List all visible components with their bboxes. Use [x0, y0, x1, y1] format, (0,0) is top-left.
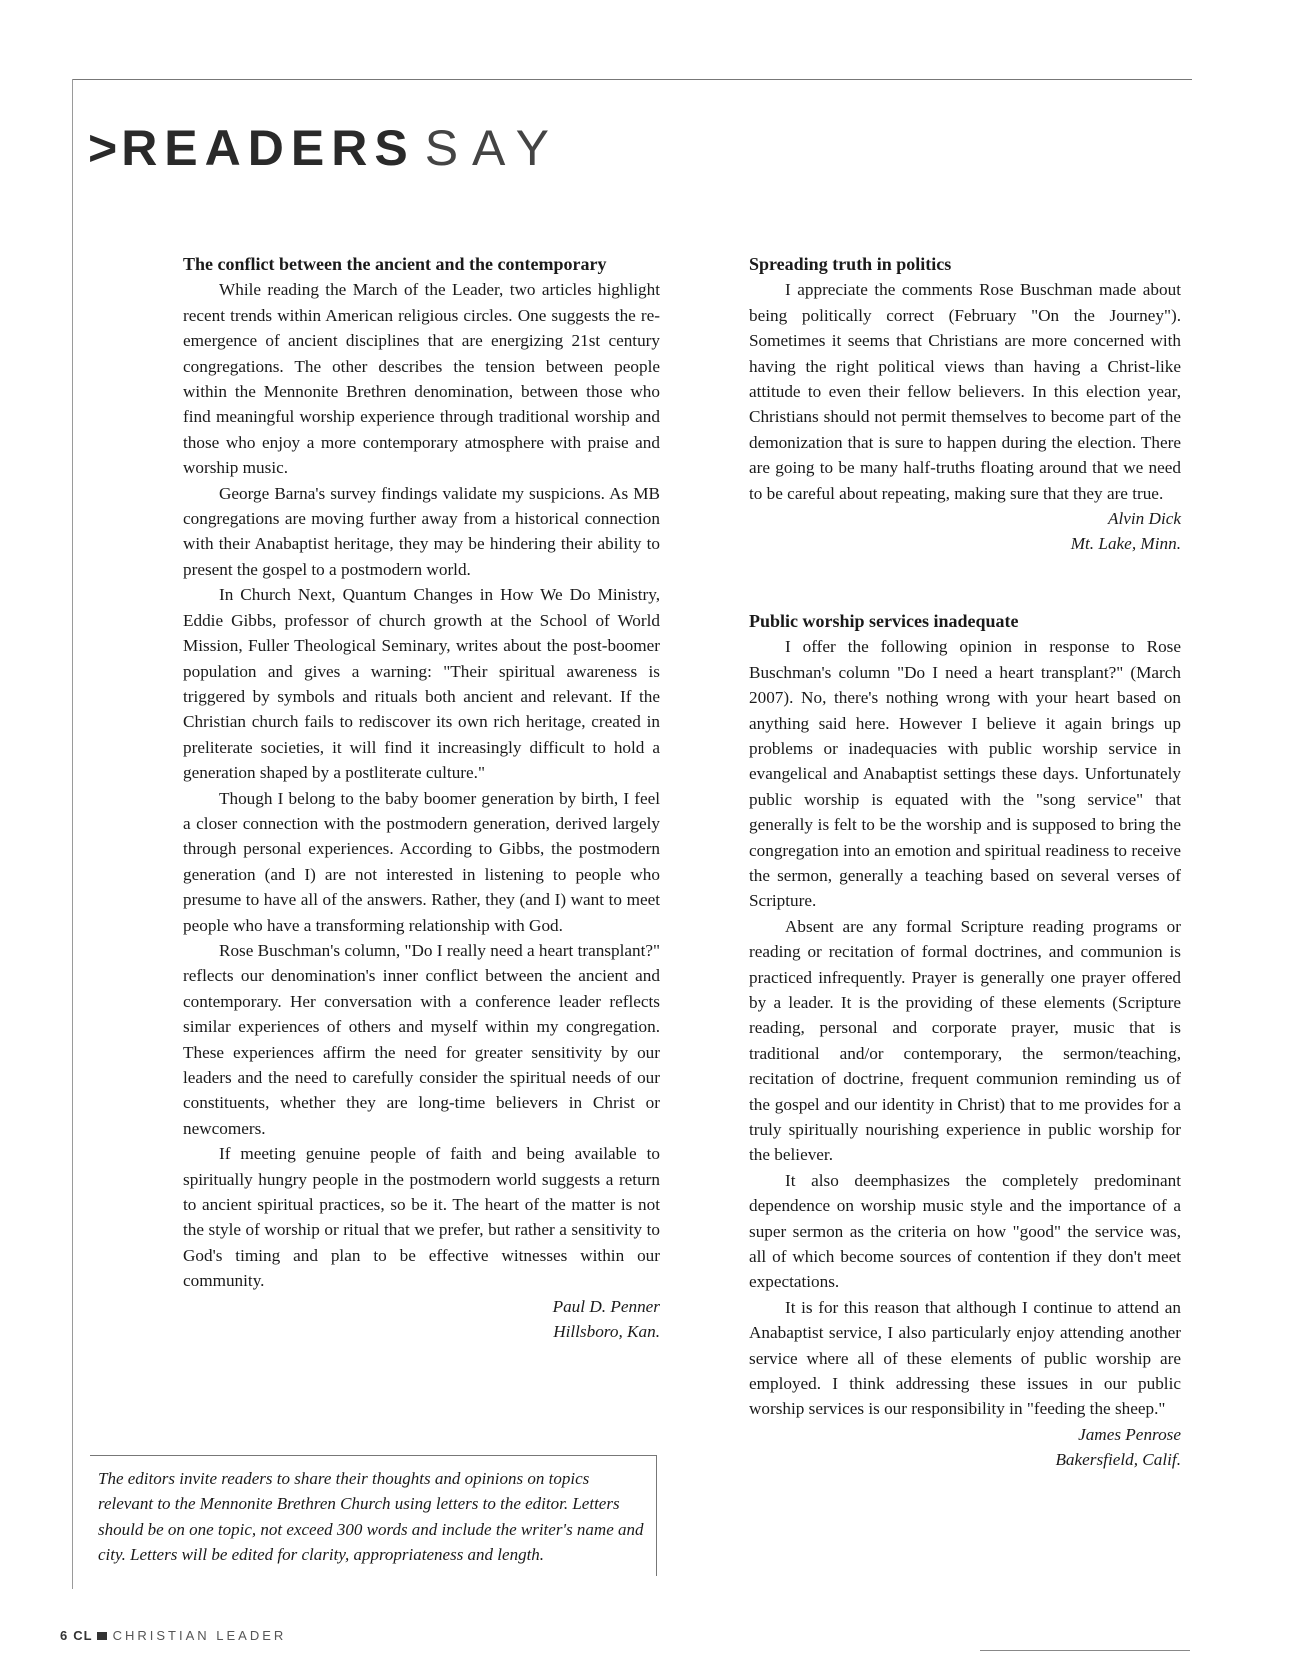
letter-title: Spreading truth in politics: [749, 254, 952, 274]
paragraph: It also deemphasizes the completely predominant dependence on worship music style and the importance of a super sermon as the criteria on how "good" the service was, all of which become sources of contention if they don't meet expectations.: [749, 1170, 1181, 1292]
paragraph: Rose Buschman's column, "Do I really need a heart transplant?" reflects our denomination's inner conflict between the ancient and contemporary. Her conversation with a conference leader reflects similar experiences of others and myself within my congregation. These experiences affirm the need for greater sensitivity by our leaders and the need to carefully consider the spiritual needs of our constituents, whether they are long-time believers in Christ or newcomers.: [183, 940, 660, 1138]
signature: [749, 506, 1181, 557]
heading-bold: READERS: [121, 120, 415, 176]
author-name: James Penrose: [1078, 1424, 1181, 1444]
paragraph: George Barna's survey findings validate my suspicions. As MB congregations are moving further away from a historical connection with their Anabaptist heritage, they may be hindering their ability to present the gospel to a postmodern world.: [183, 483, 660, 579]
article-title: The conflict between the ancient and the contemporary: [183, 254, 607, 274]
paragraph: I appreciate the comments Rose Buschman made about being politically correct (February "On the Journey"). Sometimes it seems that Christians are more concerned with having the right political views than having a Christ-like attitude to even their fellow believers. In this election year, Christians should not permit themselves to become part of the demonization that is sure to happen during the election. There are going to be many half-truths floating around that we need to be careful about repeating, making sure that they are true.: [749, 280, 1181, 503]
paragraph: I offer the following opinion in response to Rose Buschman's column "Do I need a heart transplant?" (March 2007). No, there's nothing wrong with your heart based on anything said here. However I believe it again brings up problems or inadequacies with public worship service in evangelical and Anabaptist settings these days. Unfortunately public worship is equated with the "song service" that generally is felt to be the worship and is supposed to bring the congregation into an emotion and spiritual readiness to receive the sermon, generally a teaching based on several verses of Scripture.: [749, 637, 1181, 911]
signature: [183, 1294, 660, 1345]
paragraph: Though I belong to the baby boomer generation by birth, I feel a closer connection with the postmodern generation, derived largely through personal experiences. According to Gibbs, the postmodern generation (and I) are not interested in listening to people who presume to have all of the answers. Rather, they (and I) want to meet people who have a transforming relationship with God.: [183, 788, 660, 935]
paragraph: Absent are any formal Scripture reading programs or reading or recitation of formal doctrines, and communion is practiced infrequently. Prayer is generally one prayer offered by a leader. It is the providing of these elements (Scripture reading, personal and corporate prayer, music that is traditional and/or contemporary, the sermon/teaching, recitation of doctrine, frequent communion reminding us of the gospel and our identity in Christ) that to me provides for a truly spiritually nourishing experience in public worship for the believer.: [749, 916, 1181, 1165]
signature: [749, 1422, 1181, 1473]
author-name: Alvin Dick: [1107, 509, 1181, 529]
square-icon: [97, 1632, 107, 1640]
section-heading: [88, 118, 563, 178]
author-location: Bakersfield, Calif.: [1055, 1450, 1181, 1470]
paragraph: It is for this reason that although I continue to attend an Anabaptist service, I also particularly enjoy attending another service where all of these elements of public worship are employed. I think addressing these issues in our public worship services is our responsibility in "feeding the sheep.": [749, 1297, 1181, 1419]
publication-name: CHRISTIAN LEADER: [112, 1628, 287, 1643]
spacer: [749, 557, 1181, 609]
top-rule: [72, 79, 1192, 80]
letter-title: Public worship services inadequate: [749, 610, 1019, 631]
editor-note-box: The editors invite readers to share their thoughts and opinions on topics relevant to the Mennonite Brethren Church using letters to the editor. Letters should be on one topic, not exceed 300 words and include the writer's name and city. Letters will be edited for clarity, appropriateness and length.: [90, 1455, 657, 1576]
left-column: [183, 252, 660, 1344]
publication-logo: CL: [73, 1628, 93, 1643]
paragraph: In Church Next, Quantum Changes in How We Do Ministry, Eddie Gibbs, professor of church growth at the School of World Mission, Fuller Theological Seminary, writes about the post-boomer population and gives a warning: "Their spiritual awareness is triggered by symbols and rituals both ancient and relevant. If the Christian church fails to rediscover its own rich heritage, created in preliterate societies, it will find it increasingly difficult to hold a generation shaped by a postliterate culture.": [183, 585, 660, 783]
author-location: Mt. Lake, Minn.: [1070, 534, 1181, 554]
author-location: Hillsboro, Kan.: [553, 1322, 660, 1342]
arrow-icon: >: [88, 120, 122, 176]
bottom-rule: [980, 1650, 1190, 1651]
paragraph: While reading the March of the Leader, two articles highlight recent trends within American religious circles. One suggests the re-emergence of ancient disciplines that are energizing 21st century congregations. The other describes the tension between people within the Mennonite Brethren denomination, between those who find meaningful worship experience through traditional worship and those who enjoy a more contemporary atmosphere with praise and worship music.: [183, 280, 660, 478]
page-footer: [60, 1628, 286, 1643]
author-name: Paul D. Penner: [552, 1296, 660, 1316]
heading-light: SAY: [424, 120, 564, 176]
page-number: 6: [60, 1628, 68, 1643]
paragraph: If meeting genuine people of faith and being available to spiritually hungry people in the postmodern world suggests a return to ancient spiritual practices, so be it. The heart of the matter is not the style of worship or ritual that we prefer, but rather a sensitivity to God's timing and plan to be effective witnesses within our community.: [183, 1144, 660, 1291]
right-column: [749, 252, 1181, 1473]
left-rule: [72, 79, 73, 1589]
